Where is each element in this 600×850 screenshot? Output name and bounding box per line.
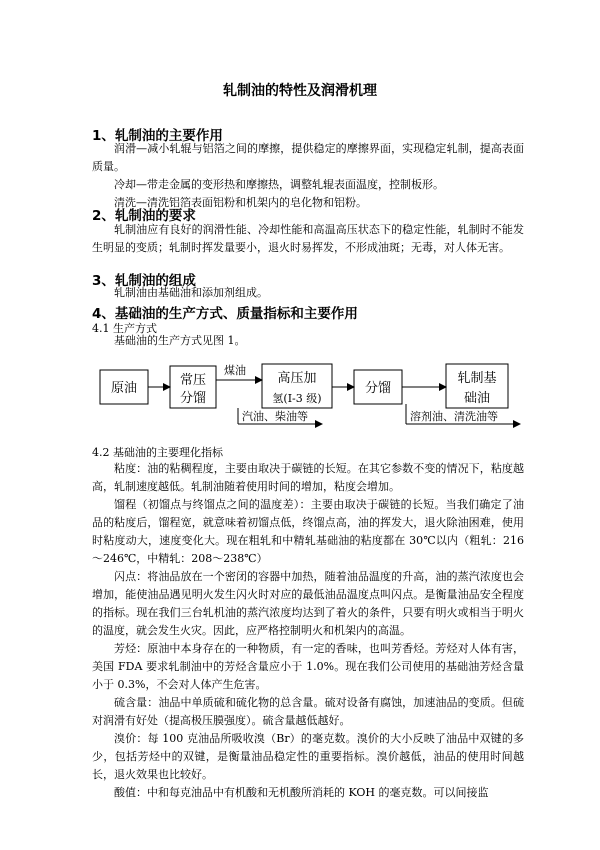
section-2-paragraph: 轧制油应有良好的润滑性能、冷却性能和高温高压状态下的稳定性能，轧制时不能发生明显的变质；轧制时挥发量要小，退火时易挥发，不形成油斑；无毒，对人体无害。: [92, 223, 524, 254]
label-crude-oil: 原油: [110, 381, 138, 396]
paragraph-bromine-value: 溴价：每 100 克油品所吸收溴（Br）的毫克数。溴价的大小反映了油品中双键的多少，包括芳烃中的双键，是衡量油品稳定性的重要指标。溴价越低，油品的使用时间越长，退火效果也比较好。: [92, 732, 524, 781]
section-1-paragraph-cleaning: 清洗—清洗铝箔表面铝粉和机架内的皂化物和铝粉。: [114, 196, 367, 209]
section-3-paragraph: 轧制油由基础油和添加剂组成。: [114, 286, 268, 299]
label-atm-line1: 常压: [179, 373, 207, 388]
section-2-heading: 2、轧制油的要求: [92, 208, 196, 224]
section-4-2-heading: 4.2 基础油的主要理化指标: [92, 446, 223, 459]
paragraph-distillation-range: 馏程（初馏点与终馏点之间的温度差）：主要由取决于碳链的长短。当我们确定了油品的粘度后，馏程宽，就意味着初馏点低，终馏点高，油的挥发大，退火除油困难，使用时粘度动大，速度变化大。现在粗轧和中精轧基础油的粘度都在 30℃以内（粗轧：216～246℃，中精轧：208～238℃）: [92, 498, 524, 565]
section-1-paragraph-lubrication: 润滑—减小轧辊与铝箔之间的摩擦，提供稳定的摩擦界面，实现稳定轧制，提高表面质量。: [92, 142, 524, 173]
label-hp-line1: 高压加: [277, 371, 317, 386]
paragraph-flash-point: 闪点：将油品放在一个密闭的容器中加热，随着油品温度的升高，油的蒸汽浓度也会增加，能使油品遇见明火发生闪火时对应的最低油品温度点叫闪点。是衡量油品安全程度的指标。现在我们三台轧机油的蒸汽浓度均达到了着火的条件，只要有明火或相当于明火的温度，就会发生火灾。因此，应严格控制明火和机架内的高温。: [92, 570, 524, 637]
label-hp-line2: 氢(I-3 级): [272, 392, 322, 405]
label-base-line1: 轧制基: [457, 371, 497, 386]
label-coal-oil: 煤油: [224, 364, 246, 377]
label-base-line2: 础油: [463, 391, 491, 406]
paragraph-sulfur: 硫含量：油品中单质硫和硫化物的总含量。硫对设备有腐蚀，加速油品的变质。但硫对润滑有好处（提高极压膜强度）。硫含量越低越好。: [92, 696, 524, 727]
paragraph-aromatics: 芳烃：原油中本身存在的一种物质，有一定的香味，也叫芳香烃。芳烃对人体有害，美国 FDA 要求轧制油中的芳烃含量应小于 1.0%。现在我们公司使用的基础油芳烃含量小于 0.3%，不会对人体产生危害。: [92, 642, 524, 691]
section-3-heading: 3、轧制油的组成: [92, 273, 196, 289]
label-gas-diesel: 汽油、柴油等: [242, 410, 308, 423]
page-title: 轧制油的特性及润滑机理: [223, 83, 377, 99]
label-solvent-cleaning-oil: 溶剂油、清洗油等: [410, 410, 498, 423]
label-atm-line2: 分馏: [179, 391, 207, 406]
section-1-heading: 1、轧制油的主要作用: [92, 128, 223, 144]
production-flow-diagram: [96, 358, 526, 436]
paragraph-acid-value: 酸值：中和每克油品中有机酸和无机酸所消耗的 KOH 的毫克数。可以间接监: [114, 786, 489, 799]
section-4-1-paragraph: 基础油的生产方式见图 1。: [114, 334, 246, 347]
section-1-paragraph-cooling: 冷却—带走金属的变形热和摩擦热，调整轧辊表面温度，控制板形。: [114, 178, 444, 191]
section-4-1-heading: 4.1 生产方式: [92, 322, 157, 335]
label-fractionation: 分馏: [364, 381, 392, 396]
paragraph-viscosity: 粘度：油的粘稠程度，主要由取决于碳链的长短。在其它参数不变的情况下，粘度越高，轧制速度越低。轧制油随着使用时间的增加，粘度会增加。: [92, 462, 524, 493]
section-4-heading: 4、基础油的生产方式、质量指标和主要作用: [92, 306, 358, 322]
